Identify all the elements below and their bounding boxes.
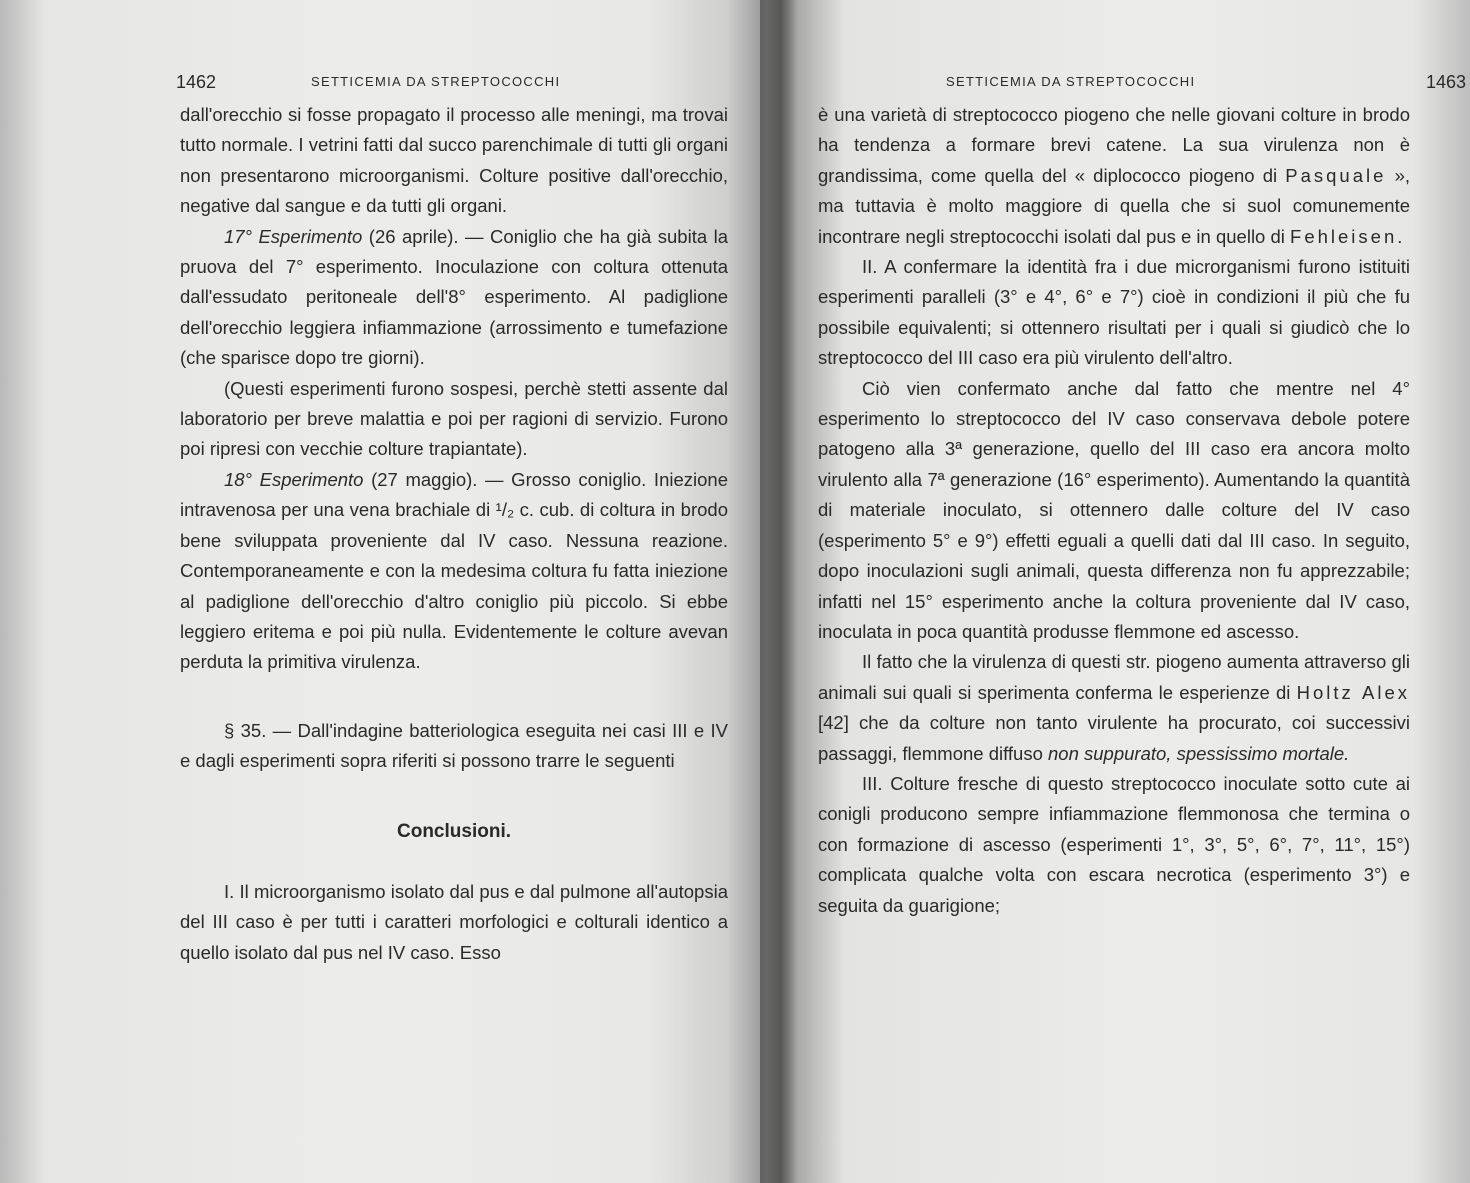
paragraph-conclusion-3: III. Colture fresche di questo streptococco inoculate sotto cute ai conigli producono sempre infiammazione flemmonosa che termina o con formazione di ascesso (esperimenti 1°, 3°, 5°, 6°, 7°, 11°, 15°) complicata qualche volta con escara necrotica (esperimento 3°) e seguita da guarigione; (818, 772, 1410, 916)
paragraph-conclusion-2: II. A confermare la identità fra i due microrganismi furono istituiti esperimenti paralleli (3° e 4°, 6° e 7°) cioè in condizioni il più che fu possibile equivalenti; si ottennero risultati per i quali si giudicò che lo streptococco del III caso era più virulento dell'altro. (818, 256, 1410, 369)
left-page-body (180, 100, 728, 968)
paragraph-conclusion-1: I. Il microorganismo isolato dal pus e dal pulmone all'autopsia del III caso è per tutti i caratteri morfologici e colturali identico a quello isolato dal pus nel IV caso. Esso (180, 880, 728, 963)
text-run: », ma tuttavia è molto maggiore di quella che si suol comunemente incontrare negli streptococchi isolati dal pus e in quello di (818, 164, 1410, 247)
left-page-number: 1462 (176, 72, 217, 92)
paragraph-section-35: § 35. — Dall'indagine batteriologica eseguita nei casi III e IV e dagli esperimenti sopra riferiti si possono trarre le seguenti (180, 719, 728, 772)
text-run: Il fatto che la virulenza di questi str. piogeno aumenta attraverso gli animali sui quali si sperimenta conferma le esperienze di (818, 651, 1410, 703)
text-run: . (1397, 225, 1403, 247)
author-name: Fehleisen (1290, 225, 1398, 247)
paragraph: dall'orecchio si fosse propagato il processo alle meningi, ma trovai tutto normale. I vetrini fatti dal succo parenchimale di tutti gli organi non presentarono microorganismi. Colture positive dall'orecchio, negative dal sangue e da tutti gli organi. (180, 104, 728, 217)
left-page-header (176, 70, 736, 94)
experiment-text: (27 maggio). — Grosso coniglio. Iniezione intravenosa per una vena brachiale di ¹/₂ c. cub. di coltura in brodo bene sviluppata proveniente dal IV caso. Nessuna reazione. Contemporaneamente e con la medesima coltura fu fatta iniezione al padiglione dell'orecchio d'altro coniglio più piccolo. Si ebbe leggiero eritema e poi più nulla. Evidentemente le colture avevan perduta la primitiva virulenza. (180, 468, 728, 673)
paragraph (818, 100, 1410, 252)
paragraph (818, 647, 1410, 769)
text-run: [42] che da colture non tanto virulente ha procurato, coi successivi passaggi, flemmone diffuso (818, 712, 1410, 764)
experiment-label: 18° Esperimento (224, 468, 364, 490)
spacer (180, 678, 728, 716)
right-page (760, 0, 1470, 1183)
text-run: è una varietà di streptococco piogeno che nelle giovani colture in brodo ha tendenza a formare brevi catene. La sua virulenza non è grandissima, come quella del « diplococco piogeno di (818, 104, 1410, 186)
paragraph-experiment-17 (180, 222, 728, 374)
right-page-header (946, 70, 1466, 94)
experiment-label: 17° Esperimento (224, 225, 363, 247)
section-heading: Conclusioni. (397, 820, 511, 842)
right-page-body (818, 100, 1410, 921)
right-running-head: SETTICEMIA DA STREPTOCOCCHI (946, 74, 1196, 89)
paragraph: Ciò vien confermato anche dal fatto che mentre nel 4° esperimento lo streptococco del IV caso conservava debole potere patogeno alla 3ª generazione, quello del III caso era ancora molto virulento alla 7ª generazione (16° esperimento). Aumentando la quantità di materiale inoculato, si ottennero dalle colture del IV caso (esperimento 5° e 9°) effetti eguali a quelli dati dal III caso. In seguito, dopo inoculazioni sugli animali, questa differenza non fu apprezzabile; infatti nel 15° esperimento anche la coltura proveniente dal IV caso, inoculata in poca quantità produsse flemmone ed ascesso. (818, 377, 1410, 642)
book-gutter (728, 0, 798, 1183)
paragraph: (Questi esperimenti furono sospesi, perchè stetti assente dal laboratorio per breve malattia e poi per ragioni di servizio. Furono poi ripresi con vecchie colture trapiantate). (180, 377, 728, 460)
left-running-head: SETTICEMIA DA STREPTOCOCCHI (311, 74, 561, 89)
paragraph-experiment-18 (180, 465, 728, 678)
right-page-number: 1463 (1425, 72, 1466, 92)
author-name: Pasquale (1285, 164, 1387, 186)
author-name: Holtz Alex (1296, 681, 1410, 703)
italic-text: non suppurato, spessissimo mortale. (1048, 742, 1350, 764)
experiment-text: (26 aprile). — Coniglio che ha già subita la pruova del 7° esperimento. Inoculazione con coltura ottenuta dall'essudato peritoneale dell'8° esperimento. Al padiglione dell'orecchio leggiera infiammazione (arrossimento e tumefazione (che sparisce dopo tre giorni). (180, 225, 729, 369)
